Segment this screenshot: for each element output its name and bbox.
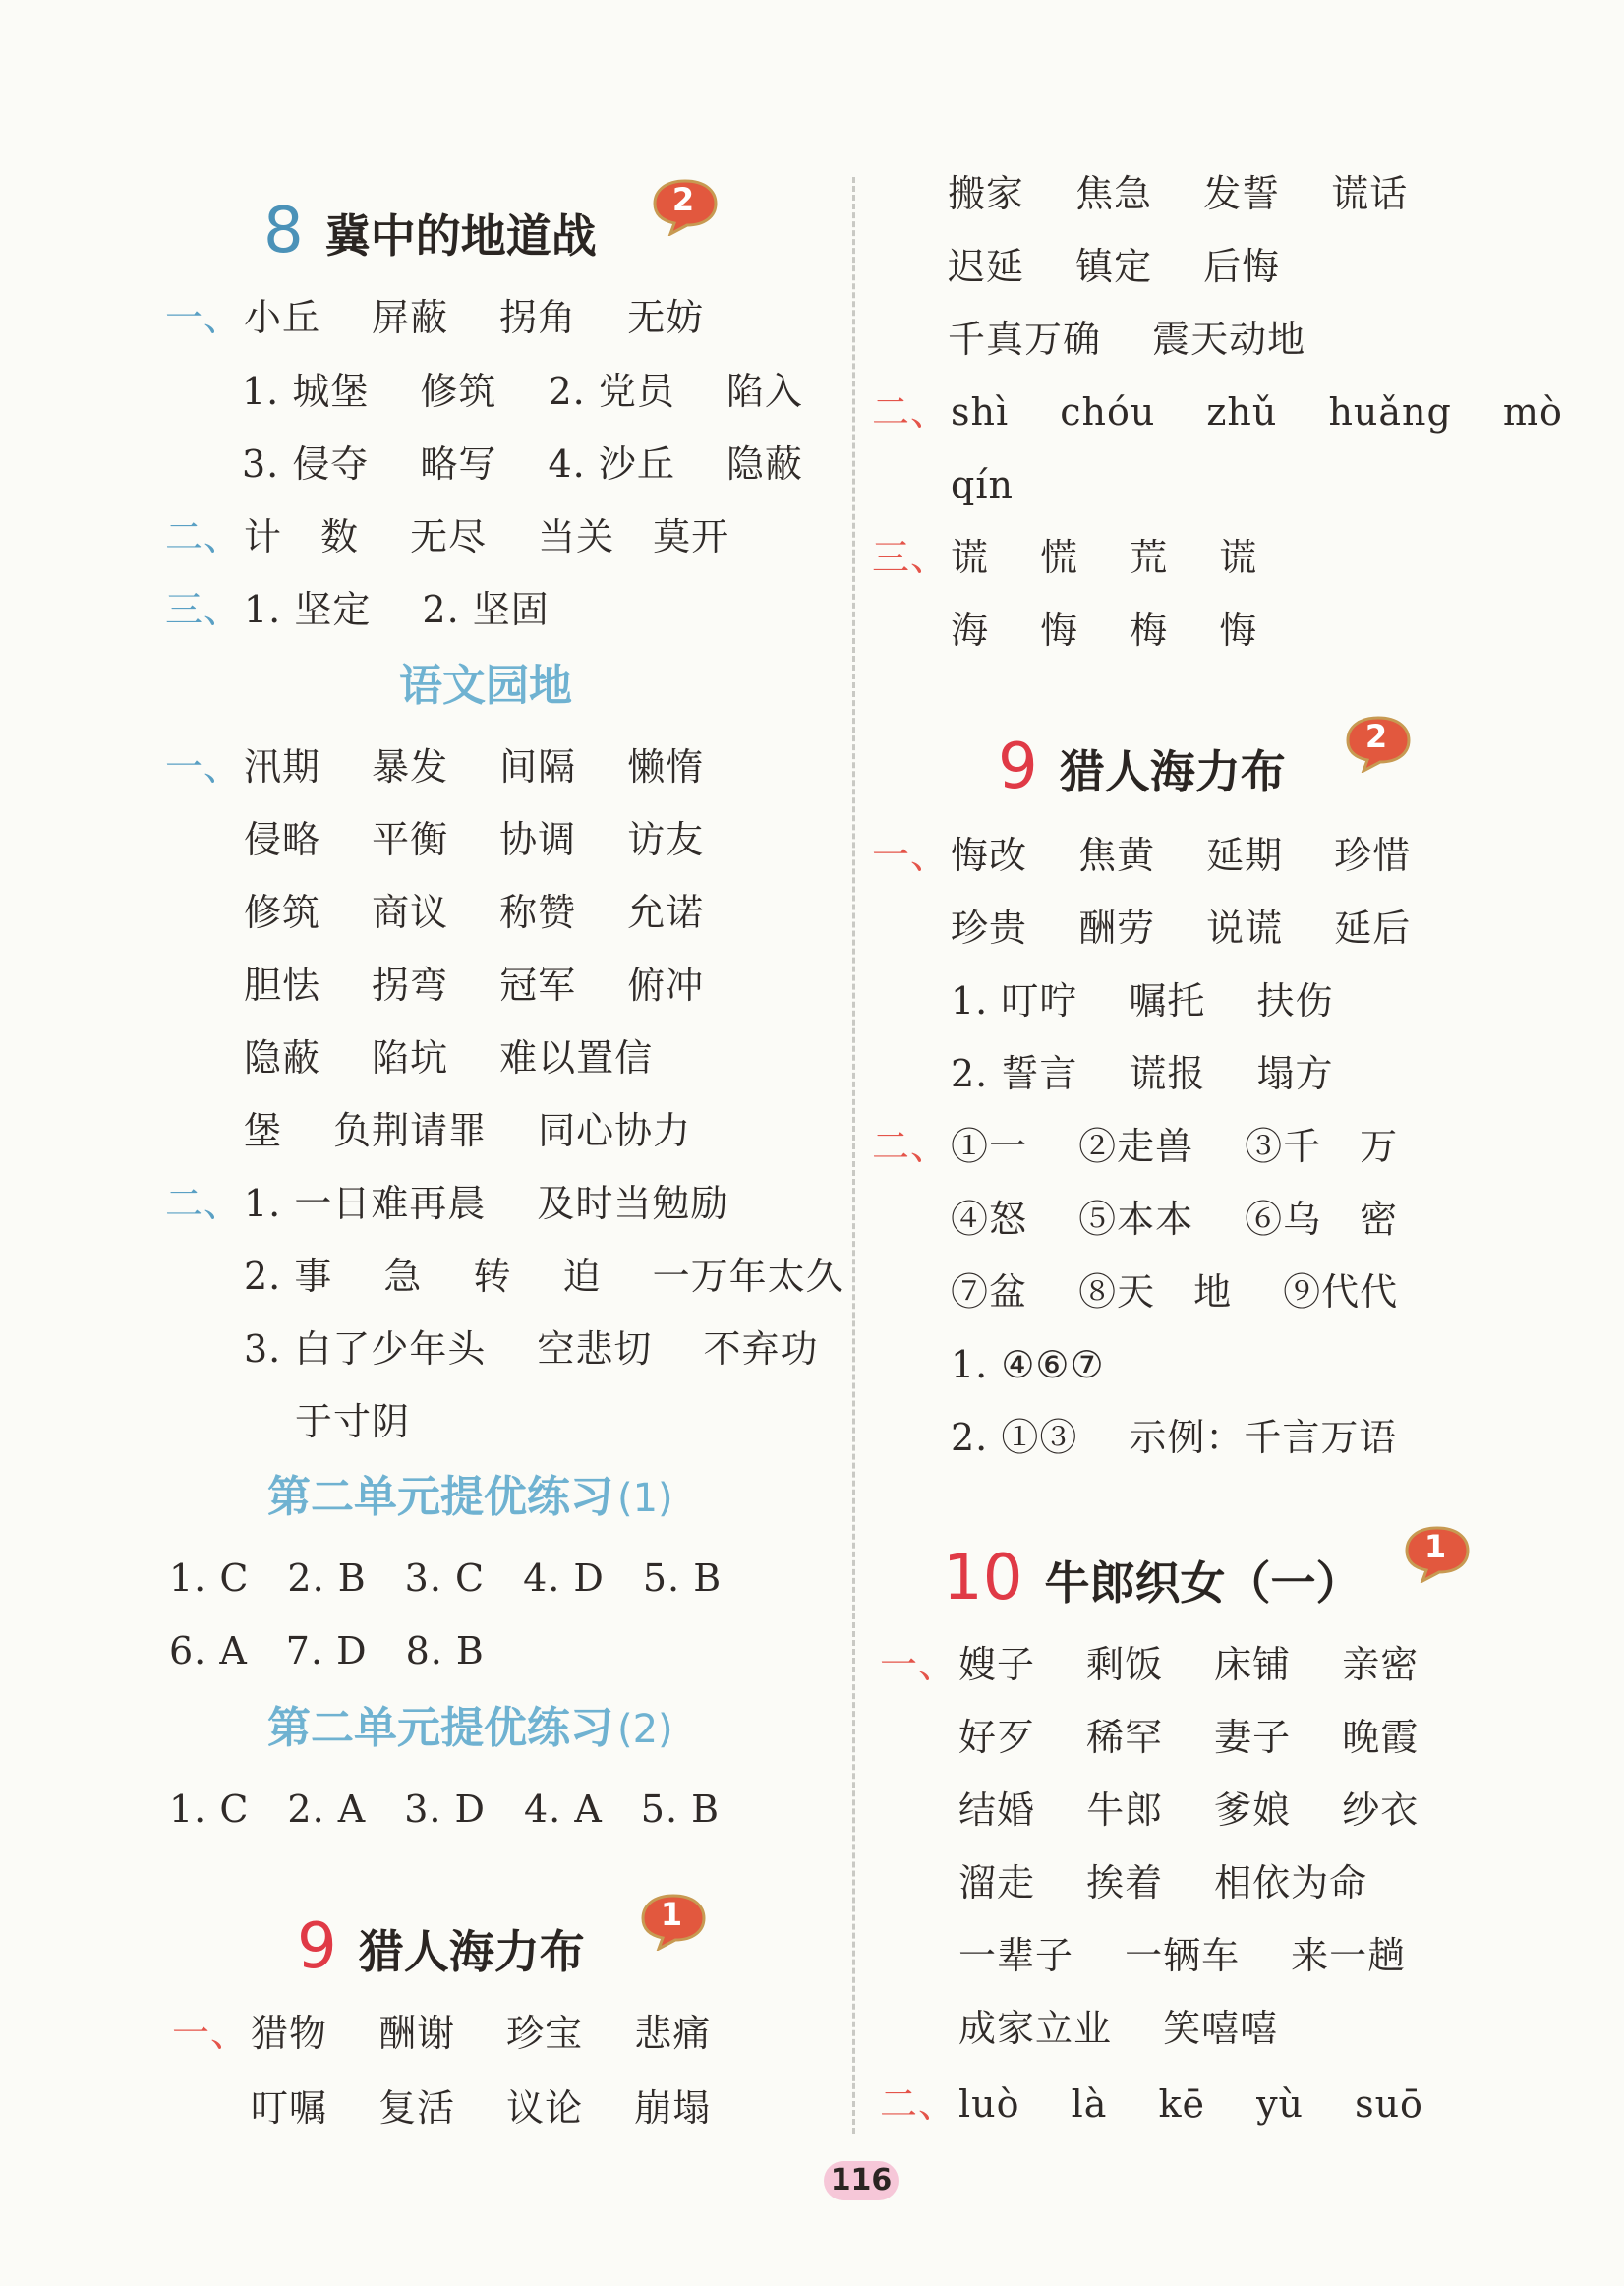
difficulty-badge [639, 1892, 708, 1951]
answer-line: 迟延 镇定 后悔 [948, 245, 1281, 288]
lesson-name: 猎人海力布 [358, 1925, 585, 1978]
answer-line [165, 742, 704, 791]
answer-line: 修筑 商议 称赞 允诺 [244, 891, 705, 934]
question-marker: 一、 [880, 1643, 957, 1686]
lesson-9-title [297, 1910, 585, 1983]
answer-text: 计 数 无尽 当关 莫开 [244, 515, 730, 558]
answer-line [880, 2080, 1423, 2129]
answer-line: 2. 誓言 谎报 塌方 [951, 1052, 1334, 1095]
question-marker: 一、 [172, 2012, 250, 2055]
answer-text: 悔改 焦黄 延期 珍惜 [951, 834, 1412, 877]
answer-text: 小丘 屏蔽 拐角 无妨 [244, 296, 705, 339]
answer-line: 3. 白了少年头 空悲切 不弃功 [244, 1327, 819, 1371]
answer-line: 溜走 挨着 相依为命 [958, 1861, 1368, 1905]
answer-line [872, 387, 1563, 437]
question-marker: 二、 [165, 1182, 243, 1225]
section-title-unit2-1 [267, 1470, 673, 1526]
answer-line: 一辈子 一辆车 来一趟 [958, 1934, 1407, 1977]
answer-line [165, 293, 704, 342]
section-title-yuwen: 语文园地 [399, 661, 572, 711]
answer-line: 成家立业 笑嘻嘻 [958, 2007, 1279, 2050]
difficulty-badge [1403, 1524, 1472, 1583]
answer-line: 好歹 稀罕 妻子 晚霞 [958, 1716, 1420, 1759]
lesson-name: 冀中的地道战 [324, 209, 597, 263]
badge-number: 1 [1423, 1528, 1447, 1565]
answer-line [165, 585, 550, 634]
answer-line: 1. C 2. A 3. D 4. A 5. B [169, 1788, 721, 1831]
answer-text: 嫂子 剩饭 床铺 亲密 [958, 1643, 1420, 1686]
answer-text: 1. 坚定 2. 坚固 [244, 588, 550, 631]
answer-line [872, 831, 1411, 880]
badge-number: 1 [660, 1896, 683, 1933]
answer-line [872, 533, 1257, 582]
section-title-unit2-2 [267, 1701, 673, 1757]
question-marker: 二、 [165, 515, 243, 558]
answer-line: 2. 事 急 转 迫 一万年太久 [244, 1255, 844, 1298]
answer-line: 海 悔 梅 悔 [951, 609, 1258, 652]
lesson-8-title [263, 195, 597, 267]
answer-line: 6. A 7. D 8. B [169, 1629, 485, 1672]
lesson-name: 猎人海力布 [1059, 745, 1286, 798]
answer-line [872, 1122, 1398, 1171]
difficulty-badge [651, 177, 720, 236]
answer-line: 1. 城堡 修筑 2. 党员 陷入 [242, 370, 803, 413]
question-marker: 一、 [165, 296, 243, 339]
lesson-number: 9 [998, 731, 1038, 803]
lesson-number: 9 [297, 1910, 337, 1983]
question-marker: 三、 [872, 536, 950, 579]
answer-text: ①一 ②走兽 ③千 万 [951, 1125, 1399, 1168]
answer-line: 于寸阴 [295, 1400, 411, 1443]
lesson-9-title [998, 731, 1286, 803]
answer-line: 结婚 牛郎 爹娘 纱衣 [958, 1788, 1420, 1832]
badge-number: 2 [1364, 718, 1388, 755]
answer-line: 胆怯 拐弯 冠军 俯冲 [244, 964, 705, 1007]
section-name: 第二单元提优练习 [267, 1703, 613, 1753]
lesson-10-title [943, 1542, 1362, 1614]
answer-line: 1. ④⑥⑦ [951, 1343, 1105, 1386]
lesson-name: 牛郎织女（一） [1044, 1556, 1362, 1610]
question-marker: 二、 [872, 1125, 950, 1168]
lesson-number: 10 [943, 1542, 1023, 1614]
answer-line: 3. 侵夺 略写 4. 沙丘 隐蔽 [242, 442, 803, 486]
answer-line: 隐蔽 陷坑 难以置信 [244, 1036, 654, 1080]
answer-text: shì chóu zhǔ huǎng mò [951, 390, 1563, 434]
question-marker: 三、 [165, 588, 243, 631]
answer-line: 1. C 2. B 3. C 4. D 5. B [169, 1556, 723, 1600]
answer-line [165, 512, 729, 561]
answer-line: 珍贵 酬劳 说谎 延后 [951, 907, 1412, 950]
answer-text: 猎物 酬谢 珍宝 悲痛 [251, 2012, 712, 2055]
answer-line: 堡 负荆请罪 同心协力 [244, 1109, 692, 1152]
answer-line: qín [951, 463, 1014, 506]
answer-line: 千真万确 震天动地 [948, 318, 1306, 361]
answer-line: ⑦盆 ⑧天 地 ⑨代代 [951, 1270, 1399, 1314]
answer-text: luò là kē yù suō [958, 2082, 1423, 2126]
answer-line [165, 1179, 728, 1228]
answer-line: 2. ①③ 示例：千言万语 [951, 1416, 1398, 1459]
difficulty-badge [1344, 714, 1413, 773]
column-divider [852, 177, 855, 2134]
answer-line: 叮嘱 复活 议论 崩塌 [251, 2086, 712, 2130]
answer-text: 汛期 暴发 间隔 懒惰 [244, 745, 705, 789]
answer-line [880, 1640, 1419, 1689]
question-marker: 二、 [872, 390, 950, 434]
answer-line: 1. 叮咛 嘱托 扶伤 [951, 979, 1334, 1023]
answer-line: 侵略 平衡 协调 访友 [244, 818, 705, 861]
answer-line: ④怒 ⑤本本 ⑥乌 密 [951, 1198, 1399, 1241]
page-number: 116 [824, 2161, 899, 2200]
answer-text: 谎 慌 荒 谎 [951, 536, 1258, 579]
answer-line: 搬家 焦急 发誓 谎话 [948, 172, 1409, 215]
question-marker: 一、 [872, 834, 950, 877]
badge-number: 2 [671, 181, 695, 218]
section-suffix: (1) [617, 1476, 673, 1521]
section-suffix: (2) [617, 1707, 673, 1752]
answer-line [172, 2009, 711, 2058]
answer-text: 1. 一日难再晨 及时当勉励 [244, 1182, 729, 1225]
question-marker: 一、 [165, 745, 243, 789]
question-marker: 二、 [880, 2082, 957, 2126]
lesson-number: 8 [263, 195, 304, 267]
section-name: 第二单元提优练习 [267, 1472, 613, 1522]
